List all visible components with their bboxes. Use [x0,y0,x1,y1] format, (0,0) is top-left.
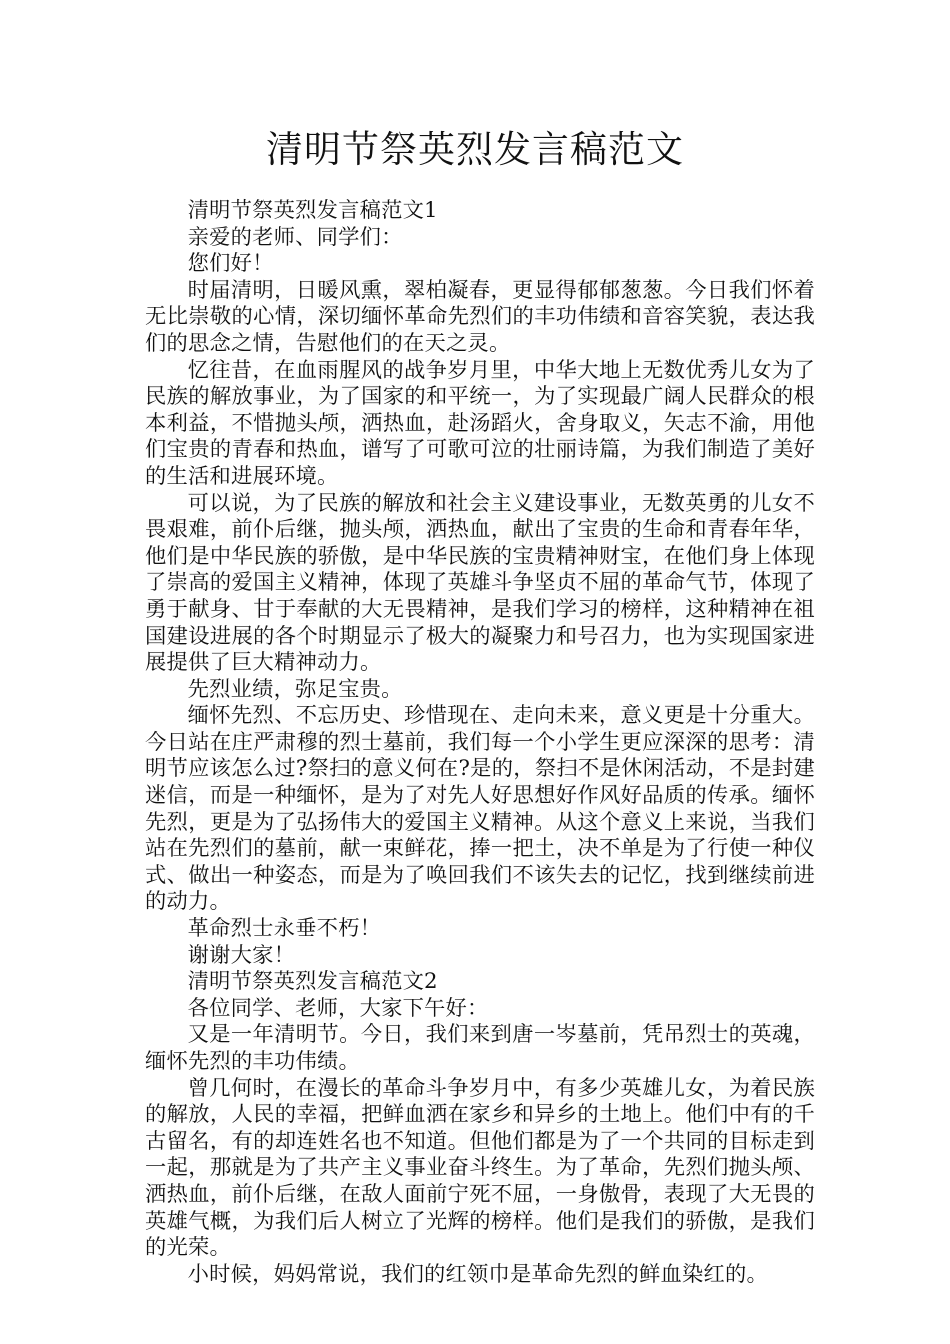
paragraph: 可以说，为了民族的解放和社会主义建设事业，无数英勇的儿女不畏艰难，前仆后继，抛头颅，洒热血，献出了宝贵的生命和青春年华，他们是中华民族的骄傲，是中华民族的宝贵精神财宝，在他们身上体现了崇高的爱国主义精神，体现了英雄斗争坚贞不屈的革命气节，体现了勇于献身、甘于奉献的大无畏精神，是我们学习的榜样，这种精神在祖国建设进展的各个时期显示了极大的凝聚力和号召力，也为实现国家进展提供了巨大精神动力。 [145,490,815,676]
document-body [145,198,815,1288]
section-heading-1: 清明节祭英烈发言稿范文1 [187,198,438,223]
salutation: 各位同学、老师，大家下午好： [187,995,489,1021]
closing-thanks: 谢谢大家！ [187,942,296,968]
document-title: 清明节祭英烈发言稿范文 [266,128,684,171]
paragraph: 又是一年清明节。今日，我们来到唐一岑墓前，凭吊烈士的英魂，缅怀先烈的丰功伟绩。 [145,1022,815,1074]
section-heading-2: 清明节祭英烈发言稿范文2 [187,969,438,995]
paragraph: 忆往昔，在血雨腥风的战争岁月里，中华大地上无数优秀儿女为了民族的解放事业，为了国家的和平统一，为了实现最广阔人民群众的根本利益，不惜抛头颅，洒热血，赴汤蹈火，舍身取义，矢志不渝，用他们宝贵的青春和热血，谱写了可歌可泣的壮丽诗篇，为我们制造了美好的生活和进展环境。 [145,357,815,489]
paragraph: 缅怀先烈、不忘历史、珍惜现在、走向未来，意义更是十分重大。今日站在庄严肃穆的烈士墓前，我们每一个小学生更应深深的思考：清明节应该怎么过?祭扫的意义何在?是的，祭扫不是休闲活动，不是封建迷信，而是一种缅怀，是为了对先人好思想好作风好品质的传承。缅怀先烈，更是为了弘扬伟大的爱国主义精神。从这个意义上来说，当我们站在先烈们的墓前，献一束鲜花，捧一把土，决不单是为了行使一种仪式、做出一种姿态，而是为了唤回我们不该失去的记忆，找到继续前进的动力。 [145,703,815,915]
paragraph: 小时候，妈妈常说，我们的红领巾是革命先烈的鲜血染红的。 [187,1261,769,1287]
closing-line: 革命烈士永垂不朽！ [187,916,382,942]
salutation: 亲爱的老师、同学们： [187,224,403,250]
greeting: 您们好！ [187,251,274,277]
paragraph: 先烈业绩，弥足宝贵。 [187,676,403,702]
paragraph: 曾几何时，在漫长的革命斗争岁月中，有多少英雄儿女，为着民族的解放，人民的幸福，把鲜血洒在家乡和异乡的土地上。他们中有的千古留名，有的却连姓名也不知道。但他们都是为了一个共同的目标走到一起，那就是为了共产主义事业奋斗终生。为了革命，先烈们抛头颅、洒热血，前仆后继，在敌人面前宁死不屈，一身傲骨，表现了大无畏的英雄气概，为我们后人树立了光辉的榜样。他们是我们的骄傲，是我们的光荣。 [145,1075,815,1261]
paragraph: 时届清明，日暖风熏，翠柏凝春，更显得郁郁葱葱。今日我们怀着无比崇敬的心情，深切缅怀革命先烈们的丰功伟绩和音容笑貌，表达我们的思念之情，告慰他们的在天之灵。 [145,277,815,356]
